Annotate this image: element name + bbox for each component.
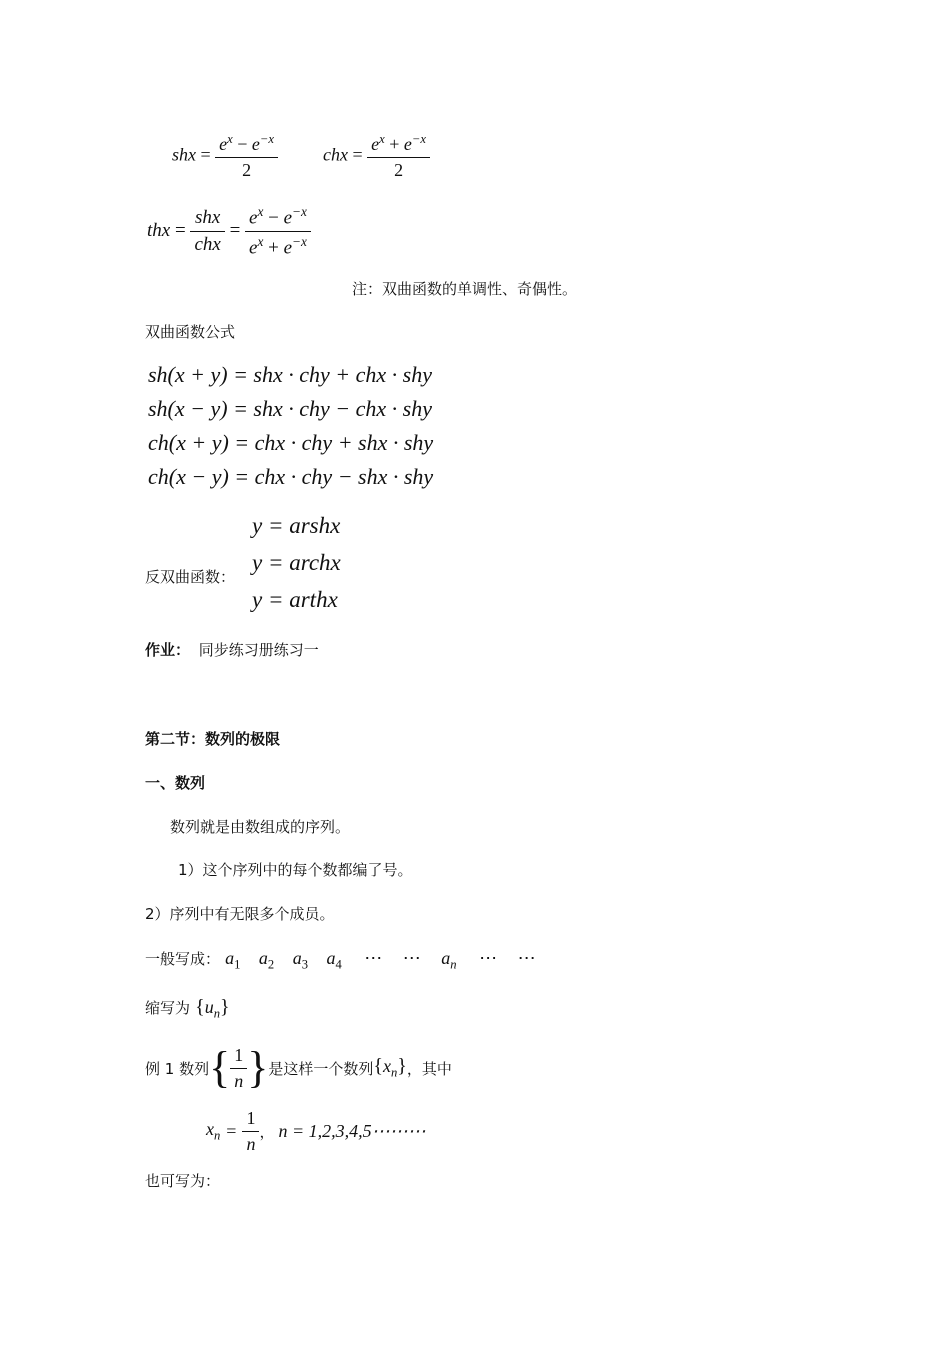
para-definition: 数列就是由数组成的序列。 [170,818,351,836]
inverse-arthx: y = arthx [252,587,338,612]
point-1: 1）这个序列中的每个数都编了号。 [178,861,413,879]
also-written: 也可写为： [145,1172,221,1190]
term-a3: $a_3$ [292,948,308,972]
thx-formula: thx = $\frac{\text{shx}}{\text{chx}}$ = $\frac{e^x - e^{-x}}{e^x + e^{-x}}$ [147,204,311,259]
identity-4: ch(x − y) = chx · chy − shx · shy [148,464,434,489]
shx-fraction: $\frac{e^x - e^{-x}}{2}$ [215,132,278,180]
term-a4: $a_4$ [326,948,342,972]
identity-3: ch(x + y) = chx · chy + shx · shy [148,430,434,455]
formulas-section-title: 双曲函数公式 [145,323,236,341]
example-1: 例 1 数列 { $\frac{1}{n}$ } 是这样一个数列 $\{x_n\}$ ，其中 [145,1043,452,1092]
xn-fraction: $\frac{1}{n}$ [242,1108,259,1154]
abbrev: 缩写为 $\{u_n\}$ [145,996,230,1021]
section2-title: 第二节：数列的极限 [145,730,281,748]
general-form: 一般写成： $a_1$ $a_2$ $a_3$ $a_4$ ⋯ ⋯ $a_n$ ⋯ ⋯ [145,948,536,972]
inverse-archx: y = archx [252,550,341,575]
inverse-arshx: y = arshx [252,513,341,538]
term-a2: $a_2$ [258,948,275,972]
chx-formula: chx = $\frac{e^x + e^{-x}}{2}$ [323,132,430,180]
identity-2: sh(x − y) = shx · chy − chx · shy [148,396,432,421]
point-2: 2）序列中有无限多个成员。 [145,905,335,923]
shx-formula: shx = $\frac{e^x - e^{-x}}{2}$ [172,132,278,180]
identity-1: sh(x + y) = shx · chy + chx · shy [148,362,432,387]
homework [145,639,319,660]
note: 注：双曲函数的单调性、奇偶性。 [352,280,578,298]
homework-text: 同步练习册练习一 [198,641,319,659]
term-a1: $a_1$ [225,948,241,972]
example-formula: $x_n$ = $\frac{1}{n}$ ， n = 1,2,3,4,5⋯⋯⋯ [206,1108,426,1154]
chx-fraction: $\frac{e^x + e^{-x}}{2}$ [367,132,430,180]
homework-label: 作业： [145,641,191,659]
thx-fraction-1: $\frac{\text{shx}}{\text{chx}}$ [190,207,224,256]
example-fraction: $\frac{1}{n}$ [230,1045,247,1091]
thx-fraction-2: $\frac{e^x - e^{-x}}{e^x + e^{-x}}$ [245,204,311,259]
inverse-label: 反双曲函数： [145,568,236,586]
subsection1-title: 一、数列 [145,774,206,792]
term-an: $a_n$ [441,948,457,972]
